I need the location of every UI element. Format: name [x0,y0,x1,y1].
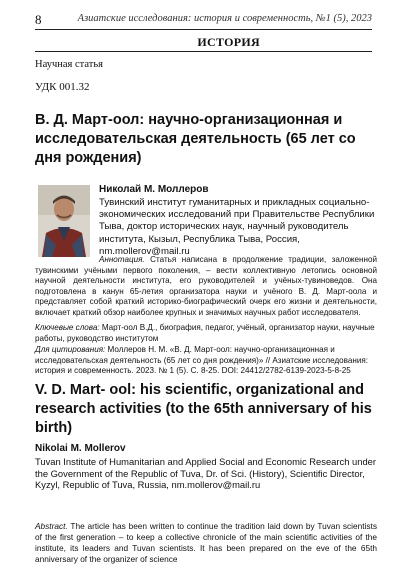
author-photo [38,185,90,257]
abstract-text-ru: Статья написана в продолжение традиции, заложенной тувинскими учёными первого поколения, – вести коллективную летопись основной научной деятельности института, его руководителей и учёных-тувиноведов. Она подготовлена в канун 65-летия организатора науки и учёного В. Д. Март-оола и представляет собой краткий историко-биографический очерк его жизни и деятельности, включает краткий обзор наиболее крупных и значимых научных работ исследователя. [35,255,377,317]
author-affiliation-ru: Тувинский институт гуманитарных и прикладных социально-экономических исследований при Правительстве Республики Тыва, доктор исторических наук, научный руководитель института, Кызыл, Республика Тыва, Россия, nm.mollerov@mail.ru [99,197,375,257]
abstract-en [35,521,377,565]
journal-running-head: Азиатские исследования: история и современность, №1 (5), 2023 [77,13,372,24]
author-name-en: Nikolai M. Mollerov [35,443,126,454]
header-divider [35,29,372,30]
citation-label-ru: Для цитирования: [35,345,106,354]
author-name-ru: Николай М. Моллеров [99,184,209,195]
title-russian: В. Д. Март-оол: научно-организационная и исследовательская деятельность (65 лет со дня рождения) [35,112,356,166]
author-portrait-image [38,185,90,257]
abstract-label-en: Abstract. [35,521,68,531]
author-affiliation-en: Tuvan Institute of Humanitarian and Applied Social and Economic Research under the Government of the Republic of Tuva, Dr. of Sci. (History), Scientific Director, Kyzyl, Republic of Tuva, Russia, nm.mollerov@mail.ru [35,456,376,491]
keywords-ru [35,323,377,344]
abstract-label-ru: Аннотация. [99,255,145,264]
section-heading: ИСТОРИЯ [197,35,260,49]
keywords-text-ru: Март-оол В.Д., биография, педагог, учёный, организатор науки, научные работы, руководство институтом [35,323,375,343]
page-number: 8 [35,12,42,27]
abstract-text-en: The article has been written to continue the tradition laid down by Tuvan scientists of the first generation – to keep a collective chronicle of the main scientific activities of the institute, its leaders and Tuvan scientists. It has been prepared on the eve of the 65th anniversary of the organizer of science [35,521,377,564]
article-kind: Научная статья [35,59,103,70]
citation-text-ru: Моллеров Н. М. «В. Д. Март-оол: научно-организационная и исследовательская деятельность (65 лет со дня рождения)» // Азиатские исследования: история и современность. 2023. № 1 (5). С. 8-25. DOI: 24412/2782-6139-2023-5-8-25 [35,345,369,376]
keywords-label-ru: Ключевые слова: [35,323,100,332]
citation-ru [35,345,377,377]
title-english: V. D. Mart- ool: his scientific, organizational and research activities (to the 65th anniversary of his birth) [35,382,372,436]
section-divider [35,51,372,52]
abstract-ru [35,255,377,319]
udk-code: УДК 001.32 [35,81,90,93]
